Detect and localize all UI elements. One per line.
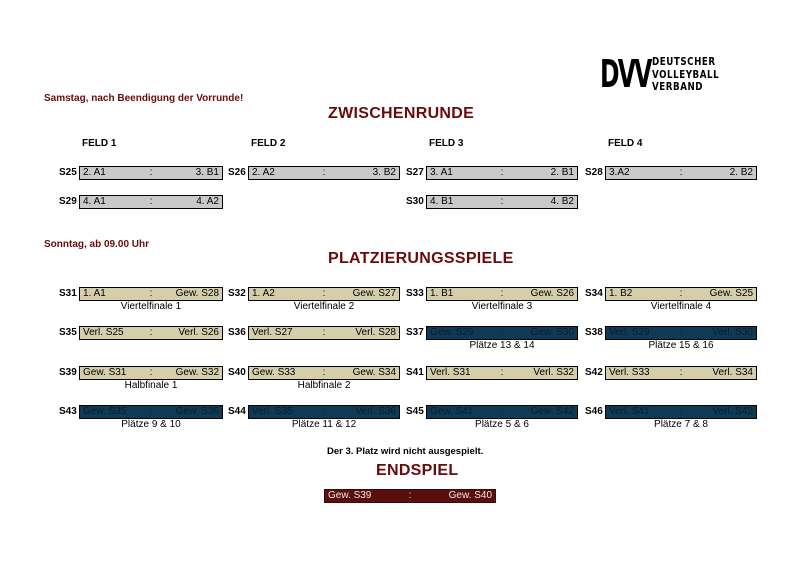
separator: :: [322, 367, 326, 378]
separator: :: [149, 167, 153, 178]
separator: :: [679, 327, 683, 338]
game-id: S37: [406, 327, 424, 338]
match-caption: Plätze 15 & 16: [648, 340, 714, 351]
game-id: S28: [585, 167, 603, 178]
team-2: Gew. S32: [175, 367, 219, 378]
separator: :: [500, 196, 504, 207]
team-2: 2. B1: [550, 167, 574, 178]
team-2: Verl. S34: [712, 367, 753, 378]
game-id: S45: [406, 406, 424, 417]
team-2: Gew. S30: [530, 327, 574, 338]
team-2: 4. A2: [196, 196, 219, 207]
logo-line-3: VERBAND: [652, 81, 704, 93]
separator: :: [500, 288, 504, 299]
team-1: Gew. S39: [328, 490, 372, 501]
team-1: Verl. S25: [83, 327, 124, 338]
match-box: [426, 326, 578, 340]
team-2: Verl. S32: [533, 367, 574, 378]
team-1: 2. A1: [83, 167, 106, 178]
field-4-label: FELD 4: [608, 138, 643, 149]
separator: :: [322, 288, 326, 299]
separator: :: [322, 167, 326, 178]
game-id: S32: [228, 288, 246, 299]
separator: :: [408, 490, 412, 501]
match-box: [248, 166, 400, 180]
team-2: Gew. S26: [530, 288, 574, 299]
team-2: Verl. S36: [355, 406, 396, 417]
match-box: [426, 287, 578, 301]
game-id: S40: [228, 367, 246, 378]
game-id: S44: [228, 406, 246, 417]
match-box: [605, 405, 757, 419]
team-2: Gew. S28: [175, 288, 219, 299]
match-box: [248, 326, 400, 340]
game-id: S30: [406, 196, 424, 207]
game-id: S27: [406, 167, 424, 178]
separator: :: [149, 367, 153, 378]
team-1: Verl. S29: [609, 327, 650, 338]
game-id: S31: [59, 288, 77, 299]
team-1: Gew. S33: [252, 367, 296, 378]
endspiel-title: ENDSPIEL: [376, 462, 459, 479]
separator: :: [679, 406, 683, 417]
game-id: S26: [228, 167, 246, 178]
dvv-logo-text: [652, 56, 719, 94]
match-caption: Plätze 11 & 12: [291, 419, 357, 430]
game-id: S39: [59, 367, 77, 378]
third-place-note: Der 3. Platz wird nicht ausgespielt.: [327, 446, 484, 457]
game-id: S36: [228, 327, 246, 338]
field-3-label: FELD 3: [429, 138, 464, 149]
team-2: Verl. S28: [355, 327, 396, 338]
match-box: [79, 405, 223, 419]
logo-line-1: DEUTSCHER: [652, 56, 716, 68]
game-id: S34: [585, 288, 603, 299]
team-2: Verl. S42: [712, 406, 753, 417]
team-2: Verl. S30: [712, 327, 753, 338]
match-box: [605, 287, 757, 301]
team-1: Gew. S29: [430, 327, 474, 338]
game-id: S41: [406, 367, 424, 378]
zwischenrunde-title: ZWISCHENRUNDE: [328, 105, 475, 122]
game-id: S43: [59, 406, 77, 417]
match-caption: Halbfinale 1: [124, 380, 178, 391]
team-1: 4. B1: [430, 196, 454, 207]
team-1: 4. A1: [83, 196, 106, 207]
team-2: Gew. S25: [709, 288, 753, 299]
platzierungsspiele-title: PLATZIERUNGSSPIELE: [328, 250, 514, 267]
match-caption: Halbfinale 2: [297, 380, 351, 391]
match-box: [426, 195, 578, 209]
team-2: Gew. S34: [352, 367, 396, 378]
team-2: 2. B2: [729, 167, 753, 178]
team-1: 3. A1: [430, 167, 453, 178]
game-id: S29: [59, 196, 77, 207]
team-2: Gew. S27: [352, 288, 396, 299]
team-2: Gew. S40: [448, 490, 492, 501]
team-1: Gew. S41: [430, 406, 474, 417]
sunday-subheading: Sonntag, ab 09.00 Uhr: [44, 239, 150, 250]
match-caption: Plätze 13 & 14: [469, 340, 535, 351]
match-box: [248, 366, 400, 380]
team-2: Verl. S26: [178, 327, 219, 338]
match-caption: Viertelfinale 3: [471, 301, 533, 312]
team-2: 3. B1: [195, 167, 219, 178]
match-box: [79, 195, 223, 209]
game-id: S25: [59, 167, 77, 178]
dvv-logo-mark: DVV: [600, 52, 651, 96]
separator: :: [149, 327, 153, 338]
match-caption: Plätze 9 & 10: [121, 419, 181, 430]
logo-line-2: VOLLEYBALL: [652, 68, 720, 81]
team-1: Gew. S35: [83, 406, 127, 417]
match-box: [79, 287, 223, 301]
final-match-box: [324, 489, 496, 503]
match-box: [248, 287, 400, 301]
match-caption: Viertelfinale 1: [120, 301, 182, 312]
team-1: Verl. S41: [609, 406, 650, 417]
separator: :: [679, 288, 683, 299]
game-id: S38: [585, 327, 603, 338]
match-box: [605, 326, 757, 340]
game-id: S42: [585, 367, 603, 378]
team-1: Verl. S27: [252, 327, 293, 338]
team-1: 1. B2: [609, 288, 633, 299]
team-2: Gew. S42: [530, 406, 574, 417]
match-box: [605, 366, 757, 380]
game-id: S35: [59, 327, 77, 338]
match-box: [426, 405, 578, 419]
separator: :: [500, 327, 504, 338]
separator: :: [679, 167, 683, 178]
separator: :: [500, 406, 504, 417]
separator: :: [149, 288, 153, 299]
match-caption: Viertelfinale 4: [650, 301, 712, 312]
separator: :: [149, 196, 153, 207]
team-2: Gew. S36: [175, 406, 219, 417]
match-caption: Viertelfinale 2: [293, 301, 355, 312]
separator: :: [322, 406, 326, 417]
team-1: 1. B1: [430, 288, 454, 299]
separator: :: [500, 367, 504, 378]
team-1: 2. A2: [252, 167, 275, 178]
separator: :: [679, 367, 683, 378]
match-caption: Plätze 5 & 6: [475, 419, 529, 430]
separator: :: [322, 327, 326, 338]
game-id: S33: [406, 288, 424, 299]
saturday-subheading: Samstag, nach Beendigung der Vorrunde!: [44, 93, 244, 104]
team-1: 1. A2: [252, 288, 275, 299]
match-box: [426, 166, 578, 180]
team-1: Verl. S31: [430, 367, 471, 378]
separator: :: [149, 406, 153, 417]
team-1: 1. A1: [83, 288, 106, 299]
match-box: [605, 166, 757, 180]
field-2-label: FELD 2: [251, 138, 286, 149]
game-id: S46: [585, 406, 603, 417]
team-1: Gew. S31: [83, 367, 127, 378]
team-2: 4. B2: [550, 196, 574, 207]
match-caption: Plätze 7 & 8: [654, 419, 708, 430]
match-box: [426, 366, 578, 380]
team-1: Verl. S35: [252, 406, 293, 417]
team-1: 3.A2: [609, 167, 630, 178]
team-2: 3. B2: [372, 167, 396, 178]
match-box: [79, 366, 223, 380]
match-box: [248, 405, 400, 419]
separator: :: [500, 167, 504, 178]
team-1: Verl. S33: [609, 367, 650, 378]
match-box: [79, 326, 223, 340]
field-1-label: FELD 1: [82, 138, 117, 149]
match-box: [79, 166, 223, 180]
